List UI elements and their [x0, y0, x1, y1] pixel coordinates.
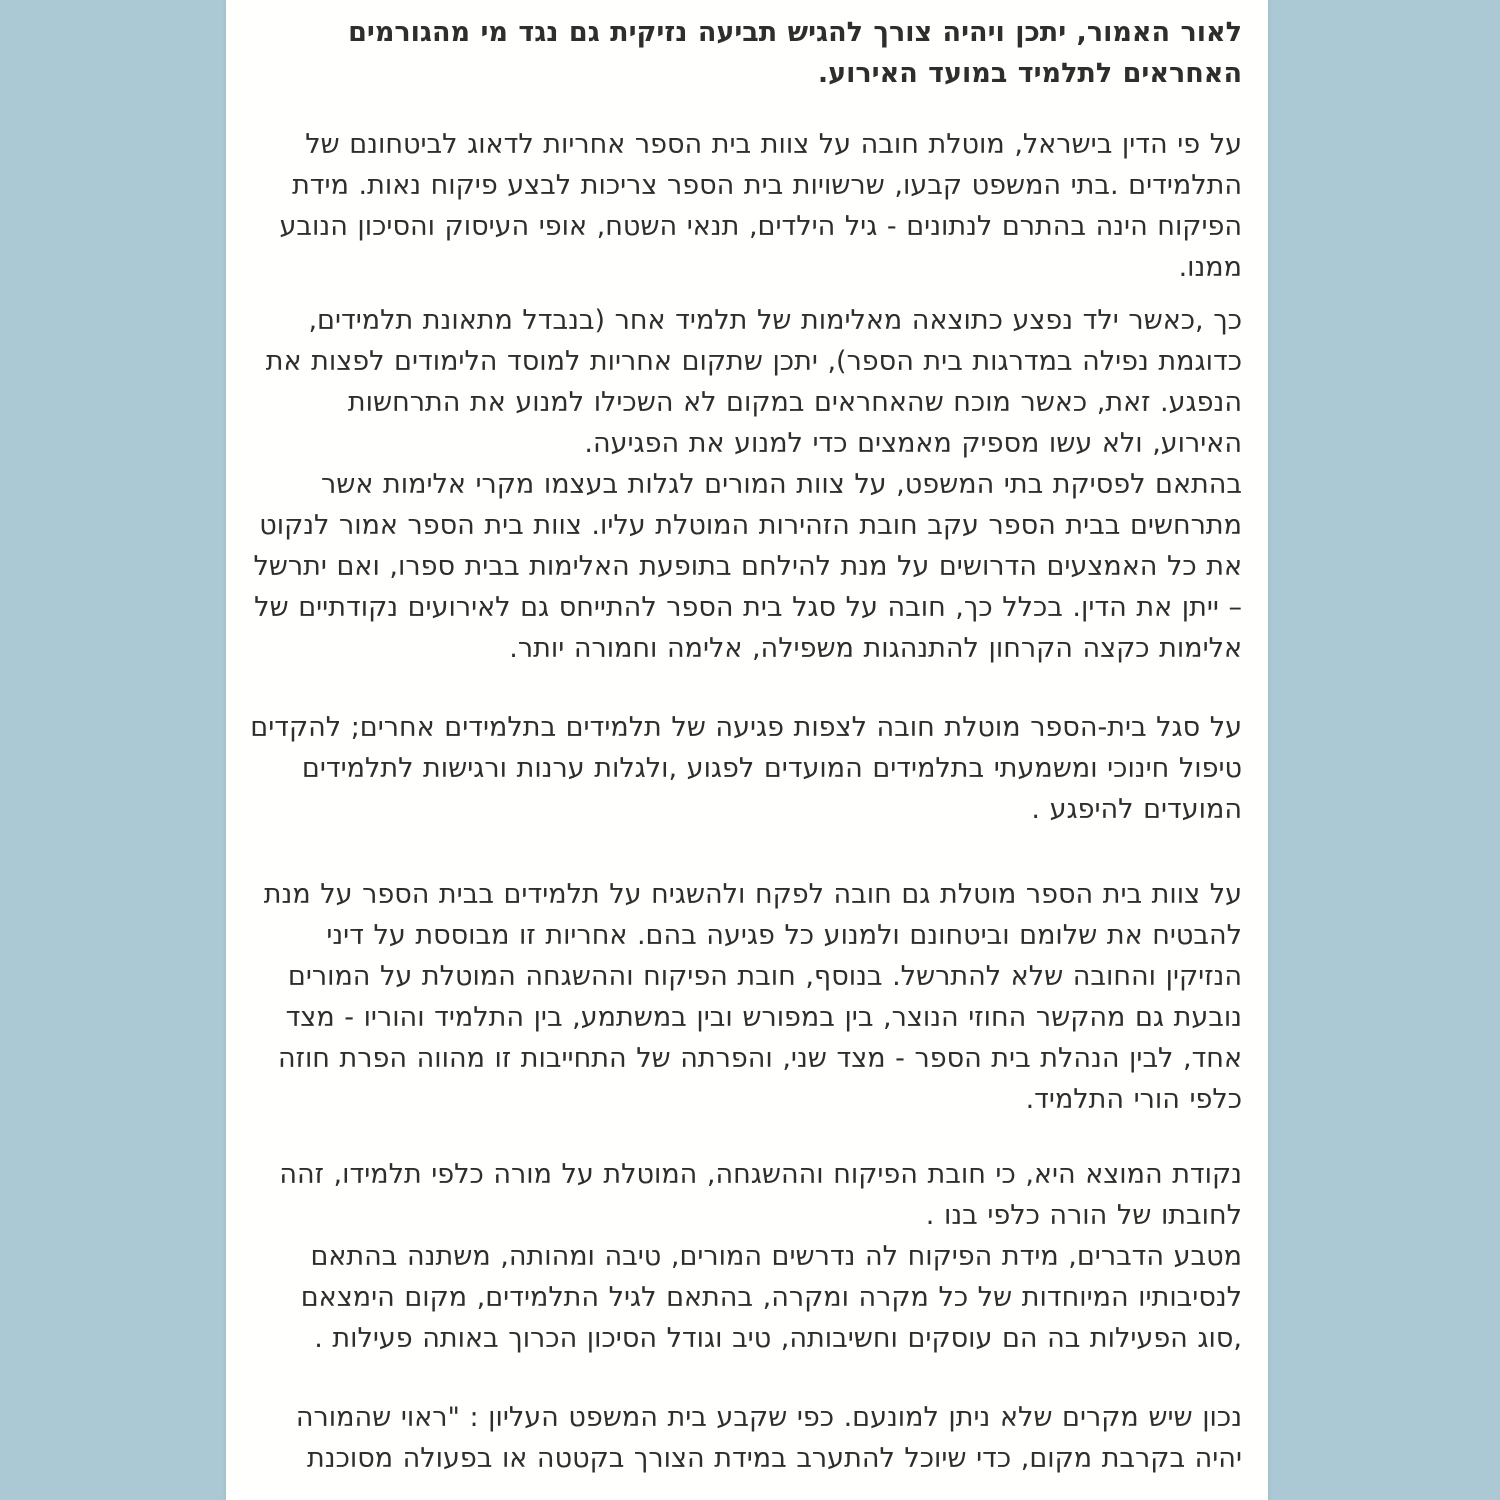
paragraph-starting-point: נקודת המוצא היא, כי חובת הפיקוח וההשגחה, המוטלת על מורה כלפי תלמידו, זהה לחובתו של הורה כלפי בנו .: [279, 1159, 1242, 1231]
paragraph-injury-example: כך ,כאשר ילד נפצע כתוצאה מאלימות של תלמיד אחר (בנבדל מתאונת תלמידים, כדוגמת נפילה במדרגות בית הספר), יתכן שתקום אחריות למוסד הלימודים לפצות את הנפגע. זאת, כאשר מוכח שהאחראים במקום לא השכילו למנוע את התרחשות האירוע, ולא עשו מספיק מאמצים כדי למנוע את הפגיעה.: [265, 305, 1242, 459]
paragraph-staff-duty: על סגל בית-הספר מוטלת חובה לצפות פגיעה של תלמידים בתלמידים אחרים; להקדים טיפול חינוכי ומשמעתי בתלמידים המועדים לפגוע ,ולגלות ערנות ורגישות לתלמידים המועדים להיפגע .: [250, 712, 1242, 825]
paragraph-supervision-degree: מטבע הדברים, מידת הפיקוח לה נדרשים המורים, טיבה ומהותה, משתנה בהתאם לנסיבותיו המיוחדות של כל מקרה ומקרה, בהתאם לגיל התלמידים, מקום הימצאם ,סוג הפעילות בה הם עוסקים וחשיבותה, טיב וגודל הסיכון הכרוך באותה פעילות .: [300, 1241, 1242, 1354]
paragraph-court-rulings: בהתאם לפסיקת בתי המשפט, על צוות המורים לגלות בעצמו מקרי אלימות אשר מתרחשים בבית הספר עקב חובת הזהירות המוטלת עליו. צוות בית הספר אמור לנקוט את כל האמצעים הדרושים על מנת להילחם בתופעת האלימות בבית ספרו, ואם יתרשל – ייתן את הדין. בכלל כך, חובה על סגל בית הספר להתייחס גם לאירועים נקודתיים של אלימות כקצה הקרחון להתנהגות משפילה, אלימה וחמורה יותר.: [253, 469, 1242, 664]
paragraph-unpreventable-cases: נכון שיש מקרים שלא ניתן למונעם. כפי שקבע בית המשפט העליון : "ראוי שהמורה יהיה בקרבת מקום, כדי שיוכל להתערב במידת הצורך בקטטה או בפעולה מסוכנת: [295, 1402, 1242, 1474]
paragraph-duty-of-law: על פי הדין בישראל, מוטלת חובה על צוות בית הספר אחריות לדאוג לביטחונם של התלמידים .בתי המשפט קבעו, שרשויות בית הספר צריכות לבצע פיקוח נאות. מידת הפיקוח הינה בהתרם לנתונים - גיל הילדים, תנאי השטח, אופי העיסוק והסיכון הנובע ממנו.: [279, 129, 1242, 283]
document-title-paragraph: לאור האמור, יתכן ויהיה צורך להגיש תביעה נזיקית גם נגד מי מהגורמים האחראים לתלמיד במועד האירוע.: [348, 17, 1242, 89]
document-page: [226, 0, 1268, 1500]
paragraph-supervision-duty: על צוות בית הספר מוטלת גם חובה לפקח ולהשגיח על תלמידים בבית הספר על מנת להבטיח את שלומם וביטחונם ולמנוע כל פגיעה בהם. אחריות זו מבוססת על דיני הנזיקין והחובה שלא להתרשל. בנוסף, חובת הפיקוח וההשגחה המוטלת על המורים נובעת גם מהקשר החוזי הנוצר, בין במפורש ובין במשתמע, בין התלמיד והוריו - מצד אחד, לבין הנהלת בית הספר - מצד שני, והפרתה של התחייבות זו מהווה הפרת חוזה כלפי הורי התלמיד.: [263, 879, 1242, 1115]
